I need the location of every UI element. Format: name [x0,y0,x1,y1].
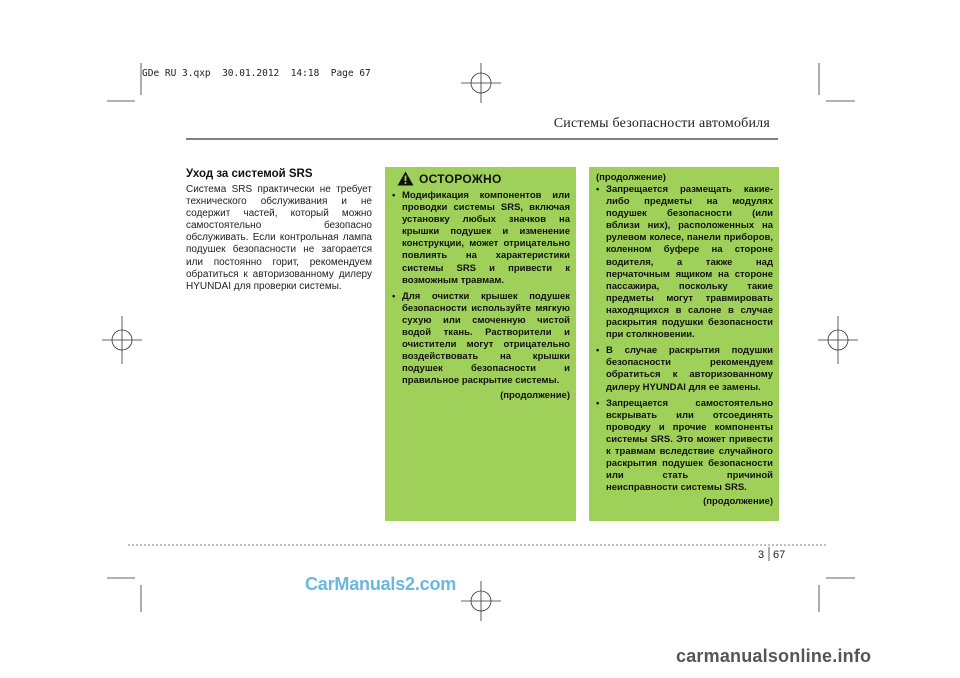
registration-mark-left [102,316,142,364]
continued-box [589,167,779,521]
watermark-logo: CarManuals2.com [305,574,457,594]
continued-tail: (продолжение) [703,496,773,508]
continued-item: • Запрещается самостоятельно вскрывать или отсоединять проводку и прочие компоненты системы SRS. Это может привести к травмам вследствие случайного раскрытия подушек безопасности или стать причиной неисправности системы SRS. [596,398,773,495]
continued-label: (продолжение) [596,172,666,183]
section-title: Системы безопасности автомобиля [553,116,770,131]
print-slug: GDe RU 3.qxp 30.01.2012 14:18 Page 67 [142,68,371,79]
warning-continued: (продолжение) [500,389,570,401]
section-number: 3 [758,549,765,561]
page-number: 67 [773,549,786,561]
footer-brand: carmanualsonline.info [676,646,872,666]
warning-title: ОСТОРОЖНО [419,171,502,186]
continued-list [596,184,773,494]
registration-mark-right [818,316,858,364]
warning-box [385,167,576,521]
warning-header [397,171,570,186]
registration-mark-top [461,63,501,103]
warning-triangle-icon [397,171,414,186]
continued-item: • В случае раскрытия подушки безопасности рекомендуем обратиться к авторизованному дилеру HYUNDAI для ее замены. [596,345,773,393]
main-heading: Уход за системой SRS [186,168,313,180]
registration-mark-bottom [461,581,501,621]
main-body-text: Система SRS практически не требует технического обслуживания и не содержит частей, который можно самостоятельно безопасно обслуживать. Если контрольная лампа подушек безопасности не загорается или постоянно горит, рекомендуем обратиться к авторизованному дилеру HYUNDAI для проверки системы. [186,184,372,292]
continued-item: • Запрещается размещать какие-либо предметы на модулях подушек безопасности (или вблизи них), расположенных на рулевом колесе, панели приборов, коленном буфере на стороне водителя, а также над перчаточным ящиком на стороне пассажира, поскольку такие предметы могут травмировать находящихся в салоне в случае раскрытия подушки безопасности при столкновении. [596,184,773,341]
warning-list [392,190,570,388]
warning-item: • Для очистки крышек подушек безопасности используйте мягкую сухую или смоченную чистой водой ткань. Растворители и очистители могут отрицательно воздействовать на крышки подушек безопасности и правильное раскрытие системы. [392,291,570,388]
warning-item: • Модификация компонентов или проводки системы SRS, включая установку любых значков на крышки подушек и изменение конструкции, может отрицательно повлиять на характеристики системы SRS и привести к возможным травмам. [392,190,570,287]
